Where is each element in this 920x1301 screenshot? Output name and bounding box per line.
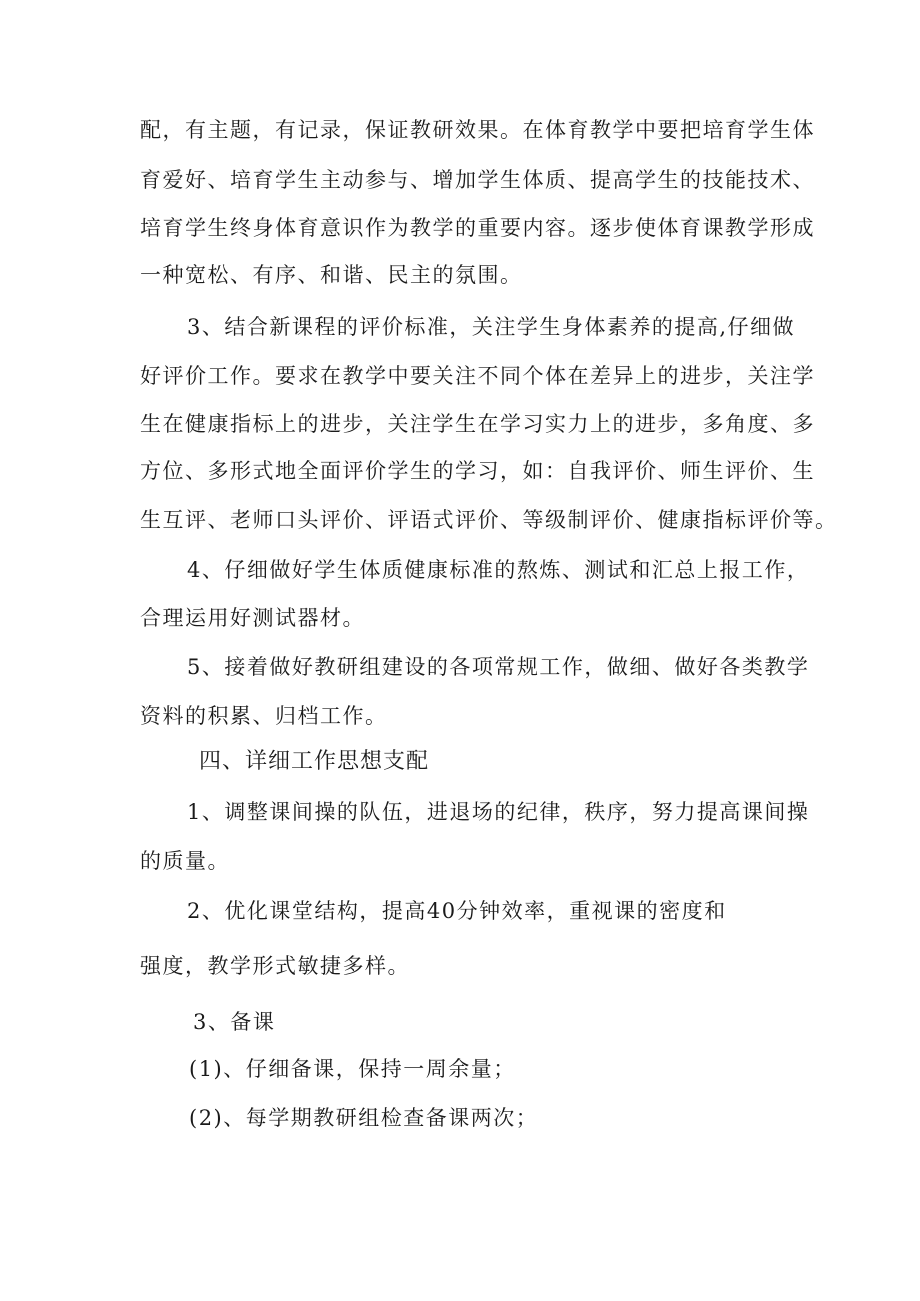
paragraph-3-line-1: 4、仔细做好学生体质健康标准的熬炼、测试和汇总上报工作， [187,558,810,582]
paragraph-1-line-4: 一种宽松、有序、和谐、民主的氛围。 [140,263,523,287]
prep-heading: 3、备课 [193,1010,276,1034]
paragraph-2-line-1: 3、结合新课程的评价标准，关注学生身体素养的提高,仔细做 [187,315,796,339]
section-item-2-line-2: 强度，教学形式敏捷多样。 [140,954,410,978]
paragraph-4-line-1: 5、接着做好教研组建设的各项常规工作，做细、做好各类教学 [187,655,810,679]
paragraph-3-line-2: 合理运用好测试器材。 [140,606,365,630]
paragraph-1-line-1: 配，有主题，有记录，保证教研效果。在体育教学中要把培育学生体 [140,118,815,142]
prep-item-1: (1)、仔细备课，保持一周余量； [189,1057,516,1081]
paragraph-1-line-3: 培育学生终身体育意识作为教学的重要内容。逐步使体育课教学形成 [140,216,815,240]
section-item-1-line-1: 1、调整课间操的队伍，进退场的纪律，秩序，努力提高课间操 [187,800,810,824]
section-item-2-line-1: 2、优化课堂结构，提高40分钟效率，重视课的密度和 [187,899,727,923]
section-item-1-line-2: 的质量。 [140,849,230,873]
paragraph-2-line-3: 生在健康指标上的进步，关注学生在学习实力上的进步，多角度、多 [140,412,815,436]
section-heading: 四、详细工作思想支配 [199,749,430,774]
prep-item-2: (2)、每学期教研组检查备课两次； [189,1106,539,1130]
paragraph-2-line-4: 方位、多形式地全面评价学生的学习，如：自我评价、师生评价、生 [140,459,815,483]
paragraph-2-line-5: 生互评、老师口头评价、评语式评价、等级制评价、健康指标评价等。 [140,508,838,532]
paragraph-1-line-2: 育爱好、培育学生主动参与、增加学生体质、提高学生的技能技术、 [140,168,815,192]
paragraph-4-line-2: 资料的积累、归档工作。 [140,704,388,728]
paragraph-2-line-2: 好评价工作。要求在教学中要关注不同个体在差异上的进步，关注学 [140,364,815,388]
